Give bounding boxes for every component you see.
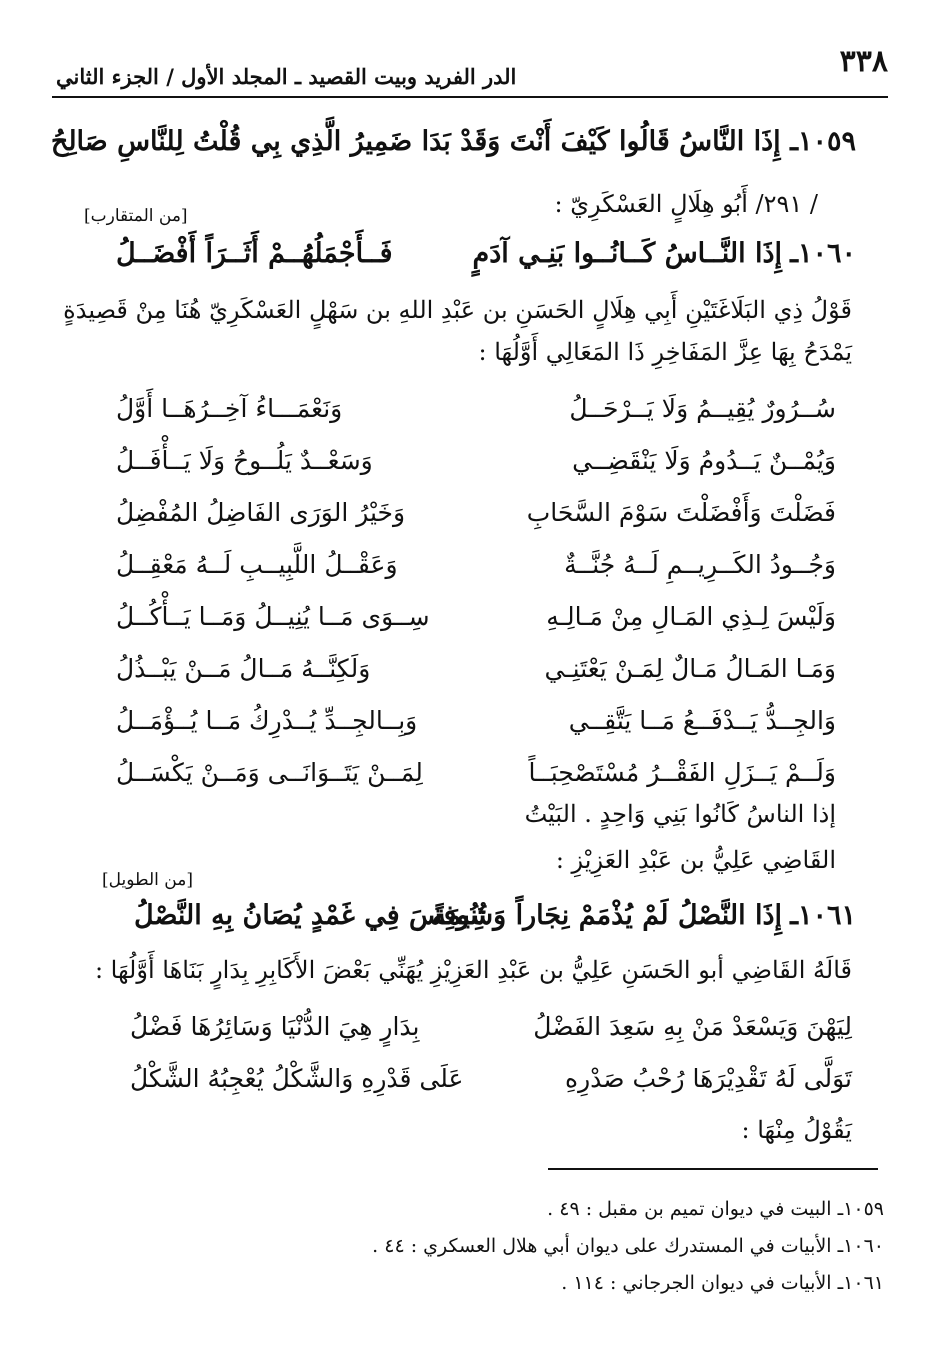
meter-label-1061: [من الطويل] bbox=[102, 870, 193, 890]
header-rule bbox=[52, 96, 888, 98]
page-number: ٣٣٨ bbox=[839, 44, 888, 79]
footnote-1061: ١٠٦١ـ الأبيات في ديوان الجرجاني : ١١٤ . bbox=[561, 1272, 884, 1294]
poem-line-1-first: سُــرُورٌ يُقِيــمُ وَلَا يَــرْحَــلُ bbox=[569, 394, 836, 423]
poem-line-1-second: وَنَعْمَـــاءُ آخِــرُهَــا أَوَّلُ bbox=[116, 394, 343, 423]
verse-number-1061: ١٠٦١ـ bbox=[790, 900, 856, 931]
footnote-1060: ١٠٦٠ـ الأبيات في المستدرك على ديوان أبي هلال العسكري : ٤٤ . bbox=[372, 1235, 884, 1257]
poem-line-4-first: وَجُــودُ الكَــرِيــمِ لَــهُ جُنَّــةٌ bbox=[564, 550, 836, 579]
poem-line-7-first: وَالجِــدُّ يَــدْفَــعُ مَــا يَتَّقِــي bbox=[568, 706, 836, 735]
verse-1059: ١٠٥٩ـ إِذَا النَّاسُ قَالُوا كَيْفَ أَنْتَ وَقَدْ بَدَا ضَمِيرُ الَّذِي بِي قُلْتُ لِلنَّاسِ صَالِحُ bbox=[50, 126, 856, 157]
verse-1061-first-hemistich: إِذَا النَّصْلُ لَمْ يُذْمَمْ نِجَاراً وَشِيمَةً bbox=[432, 900, 782, 931]
poem-1061-line-2-second: عَلَى قَدْرِهِ وَالشَّكْلُ يُعْجِبُهُ الشَّكْلُ bbox=[130, 1064, 464, 1093]
poem-line-5-first: وَلَيْسَ لِـذِي المَـالِ مِنْ مَـالِـهِ bbox=[546, 602, 836, 631]
poem-line-8-second: لِمَــنْ يَتَــوَانَــى وَمَــنْ يَكْسَــلُ bbox=[116, 758, 423, 787]
outro-1060: إذا الناسُ كَانُوا بَنِي وَاحِدٍ . البَيْتُ bbox=[524, 800, 836, 828]
poem-line-6-first: وَمَـا المَـالُ مَـالٌ لِمَـنْ يَعْتَنِـي bbox=[544, 654, 836, 683]
poem-1061-line-2-first: تَوَلَّى لَهُ تَقْدِيْرَهَا رُحْبُ صَدْرِهِ bbox=[564, 1064, 852, 1093]
intro-1061: قَالَهُ القَاضِي أبو الحَسَنِ عَلِيُّ بن عَبْدِ العَزِيْزِ يُهَنِّي بَعْضَ الأَكَابِرِ بِدَارٍ بَنَاهَا أَوَّلُهَا : bbox=[94, 956, 852, 984]
verse-number-1060: ١٠٦٠ـ bbox=[790, 238, 856, 269]
outro-1061: يَقُوْلُ مِنْهَا : bbox=[741, 1116, 852, 1144]
poet-line-1060: / ٢٩١/ أَبُو هِلَالٍ العَسْكَرِيّ : bbox=[554, 190, 818, 218]
poem-line-5-second: سِــوَى مَــا يُنِيــلُ وَمَــا يَــأْكُــلُ bbox=[116, 602, 430, 631]
poem-line-8-first: وَلَــمْ يَــزَلِ الفَقْــرُ مُسْتَصْحِبَــاً bbox=[528, 758, 836, 787]
verse-1060-second-hemistich: فَــأَجْمَلُهُــمْ أَثَــرَاً أَفْضَــلُ bbox=[116, 238, 393, 269]
meter-label-1060: [من المتقارب] bbox=[84, 206, 188, 226]
footnote-1059: ١٠٥٩ـ البيت في ديوان تميم بن مقبل : ٤٩ . bbox=[547, 1198, 884, 1220]
poem-line-3-second: وَخَيْرُ الوَرَى الفَاضِلُ المُفْضِلُ bbox=[116, 498, 406, 527]
poem-line-2-second: وَسَعْــدٌ يَلُــوحُ وَلَا يَــأْفَــلُ bbox=[116, 446, 373, 475]
running-head: الدر الفريد وبيت القصيد ـ المجلد الأول / الجزء الثاني bbox=[56, 64, 517, 89]
poem-line-7-second: وَبِــالجِــدِّ يُــدْرِكُ مَــا يُــؤْمَــلُ bbox=[116, 706, 418, 735]
poem-line-2-first: وَيُمْــنٌ يَــدُومُ وَلَا يَنْقَضِــي bbox=[572, 446, 836, 475]
intro-1060-line-1: قَوْلُ ذِي البَلَاغَتَيْنِ أَبِي هِلَالٍ الحَسَنِ بن عَبْدِ اللهِ بن سَهْلٍ العَسْكَرِيّ هُنَا مِنْ قَصِيدَةٍ bbox=[63, 296, 852, 324]
poem-line-6-second: وَلَكِنَّــهُ مَــالُ مَــنْ يَبْــذُلُ bbox=[116, 654, 371, 683]
poet-line-1061: القَاضِي عَلِيُّ بن عَبْدِ العَزِيْزِ : bbox=[555, 846, 836, 874]
footnote-rule bbox=[548, 1168, 878, 1170]
verse-1061-second-hemistich: تُنُوفِسَ فِي غَمْدٍ يُصَانُ بِهِ النَّصْلُ bbox=[134, 900, 486, 931]
poem-line-4-second: وَعَقْــلُ اللَّبِيــبِ لَــهُ مَعْقِــلُ bbox=[116, 550, 398, 579]
intro-1060-line-2: يَمْدَحُ بِهَا عِزَّ المَفَاخِرِ ذَا المَعَالِي أَوَّلُهَا : bbox=[478, 338, 852, 366]
poem-1061-line-1-first: لِيَهْنَ وَيَسْعَدْ مَنْ بِهِ سَعِدَ الفَضْلُ bbox=[533, 1012, 852, 1041]
verse-1060-first-hemistich: إِذَا النَّــاسُ كَــانُــوا بَنِـي آدَمٍ bbox=[472, 238, 782, 269]
poem-1061-line-1-second: بِدَارٍ هِيَ الدُّنْيَا وَسَائِرُهَا فَضْلُ bbox=[130, 1012, 420, 1041]
poem-line-3-first: فَضَلْتَ وَأَفْضَلْتَ سَوْمَ السَّحَابِ bbox=[526, 498, 836, 527]
